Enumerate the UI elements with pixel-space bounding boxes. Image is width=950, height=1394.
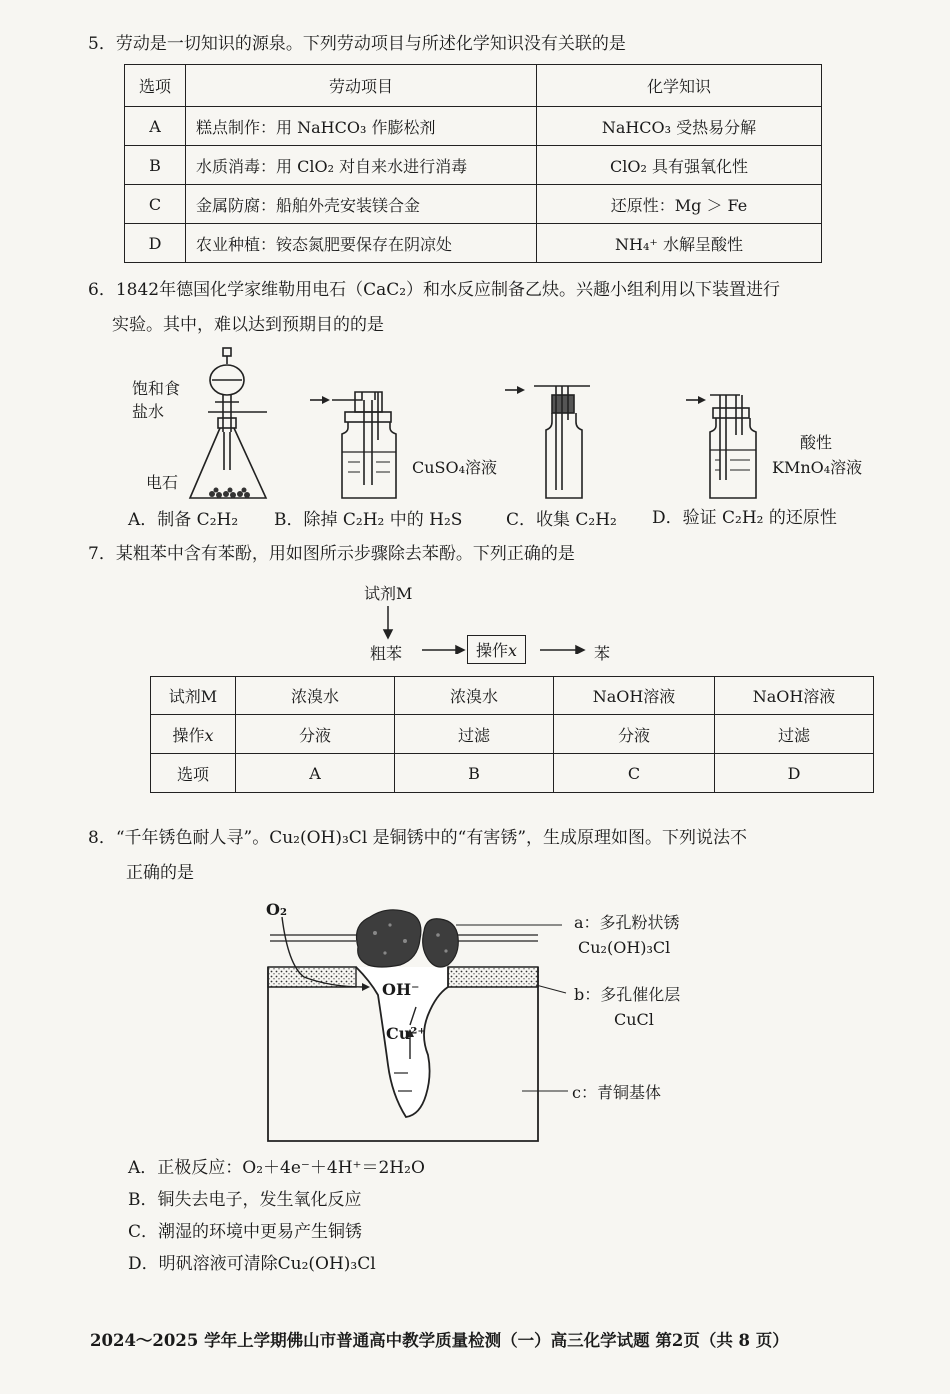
table-row: [151, 715, 874, 754]
label-b-name: b：多孔催化层: [574, 985, 681, 1004]
apparatus-a-generator: [190, 348, 267, 498]
label-a-name: a：多孔粉状锈: [574, 913, 680, 932]
label-brine-2: 盐水: [132, 402, 165, 421]
q6-option-c: C．收集 C₂H₂: [506, 510, 617, 530]
q7-reagent: 浓溴水: [236, 677, 395, 715]
flow-benzene: 苯: [594, 644, 611, 663]
q8-option-a: A．正极反应：O₂＋4e⁻＋4H⁺＝2H₂O: [128, 1158, 425, 1178]
label-acidic: 酸性: [800, 433, 833, 452]
q5-knowledge: 还原性：Mg ＞ Fe: [537, 185, 822, 224]
q5-header-knowledge: 化学知识: [537, 65, 822, 107]
q8-corrosion-diagram: [260, 895, 580, 1145]
q5-knowledge: ClO₂ 具有强氧化性: [537, 146, 822, 185]
table-row: [125, 185, 822, 224]
q7-table: [150, 676, 874, 793]
flow-reagent-m: 试剂M: [364, 584, 413, 603]
q7-row-label: 选项: [151, 754, 236, 793]
q7-op-var: x: [204, 725, 214, 745]
q7-stem: 7．某粗苯中含有苯酚，用如图所示步骤除去苯酚。下列正确的是: [88, 544, 575, 564]
q6-stem-line1: 6．1842年德国化学家维勒用电石（CaC₂）和水反应制备乙炔。兴趣小组利用以下装置进行: [88, 280, 781, 300]
q5-header-task: 劳动项目: [186, 65, 537, 107]
q8-stem-line2: 正确的是: [126, 863, 194, 883]
q5-opt: A: [125, 107, 186, 146]
q6-option-d: D．验证 C₂H₂ 的还原性: [652, 508, 837, 528]
q7-reagent: 浓溴水: [395, 677, 554, 715]
table-row: [151, 754, 874, 793]
q7-option: C: [554, 754, 715, 793]
table-row: [125, 107, 822, 146]
q5-table: [124, 64, 822, 263]
flow-crude-benzene: 粗苯: [370, 644, 403, 663]
apparatus-c-collection-bottle: [505, 386, 590, 498]
flow-operation-var: x: [508, 641, 518, 660]
q7-operation: 分液: [236, 715, 395, 754]
q6-stem-line2: 实验。其中，难以达到预期目的的是: [112, 315, 384, 335]
q5-header-option: 选项: [125, 65, 186, 107]
label-cu: Cu²⁺: [386, 1024, 426, 1043]
q7-operation: 分液: [554, 715, 715, 754]
q5-knowledge: NH₄⁺ 水解呈酸性: [537, 224, 822, 263]
table-row: [125, 146, 822, 185]
q6-option-b: B．除掉 C₂H₂ 中的 H₂S: [274, 510, 463, 530]
page-footer: 2024～2025 学年上学期佛山市普通高中教学质量检测（一）高三化学试题 第2页（共 8 页）: [90, 1331, 789, 1350]
q7-row-label-op: [151, 715, 236, 754]
q7-option: B: [395, 754, 554, 793]
q7-reagent: NaOH溶液: [554, 677, 715, 715]
label-cuso4: CuSO₄溶液: [412, 458, 498, 477]
apparatus-b-wash-bottle: [310, 392, 396, 498]
q5-opt: C: [125, 185, 186, 224]
q5-opt: D: [125, 224, 186, 263]
q6-option-a: A．制备 C₂H₂: [128, 510, 239, 530]
q5-opt: B: [125, 146, 186, 185]
flow-operation-label: 操作: [476, 641, 509, 660]
label-carbide: 电石: [146, 473, 179, 492]
label-oh: OH⁻: [382, 980, 420, 999]
label-c-name: c：青铜基体: [572, 1083, 661, 1102]
q5-knowledge: NaHCO₃ 受热易分解: [537, 107, 822, 146]
q7-row-label: 试剂M: [151, 677, 236, 715]
flow-operation-box: [467, 635, 526, 664]
q5-stem: 5．劳动是一切知识的源泉。下列劳动项目与所述化学知识没有关联的是: [88, 34, 626, 54]
q5-task: 农业种植：铵态氮肥要保存在阴凉处: [186, 224, 537, 263]
label-a-formula: Cu₂(OH)₃Cl: [578, 938, 671, 957]
q8-stem-line1: 8．“千年锈色耐人寻”。Cu₂(OH)₃Cl 是铜锈中的“有害锈”，生成原理如图。下列说法不: [88, 828, 748, 848]
q7-option: A: [236, 754, 395, 793]
apparatus-d-wash-bottle: [686, 395, 756, 498]
q8-option-d: D．明矾溶液可清除Cu₂(OH)₃Cl: [128, 1254, 376, 1274]
q7-op-label: 操作: [172, 725, 205, 745]
table-row: [151, 677, 874, 715]
q7-reagent: NaOH溶液: [715, 677, 874, 715]
q8-option-b: B．铜失去电子，发生氧化反应: [128, 1190, 362, 1210]
label-brine-1: 饱和食: [132, 379, 181, 398]
q7-operation: 过滤: [715, 715, 874, 754]
q5-task: 金属防腐：船舶外壳安装镁合金: [186, 185, 537, 224]
q7-option: D: [715, 754, 874, 793]
q5-task: 水质消毒：用 ClO₂ 对自来水进行消毒: [186, 146, 537, 185]
q5-task: 糕点制作：用 NaHCO₃ 作膨松剂: [186, 107, 537, 146]
q7-operation: 过滤: [395, 715, 554, 754]
label-kmno4: KMnO₄溶液: [772, 458, 863, 477]
table-row: [125, 224, 822, 263]
label-b-formula: CuCl: [614, 1010, 654, 1029]
label-o2: O₂: [266, 900, 287, 919]
q8-option-c: C．潮湿的环境中更易产生铜锈: [128, 1222, 363, 1242]
q6-apparatus-figure: [120, 340, 880, 510]
